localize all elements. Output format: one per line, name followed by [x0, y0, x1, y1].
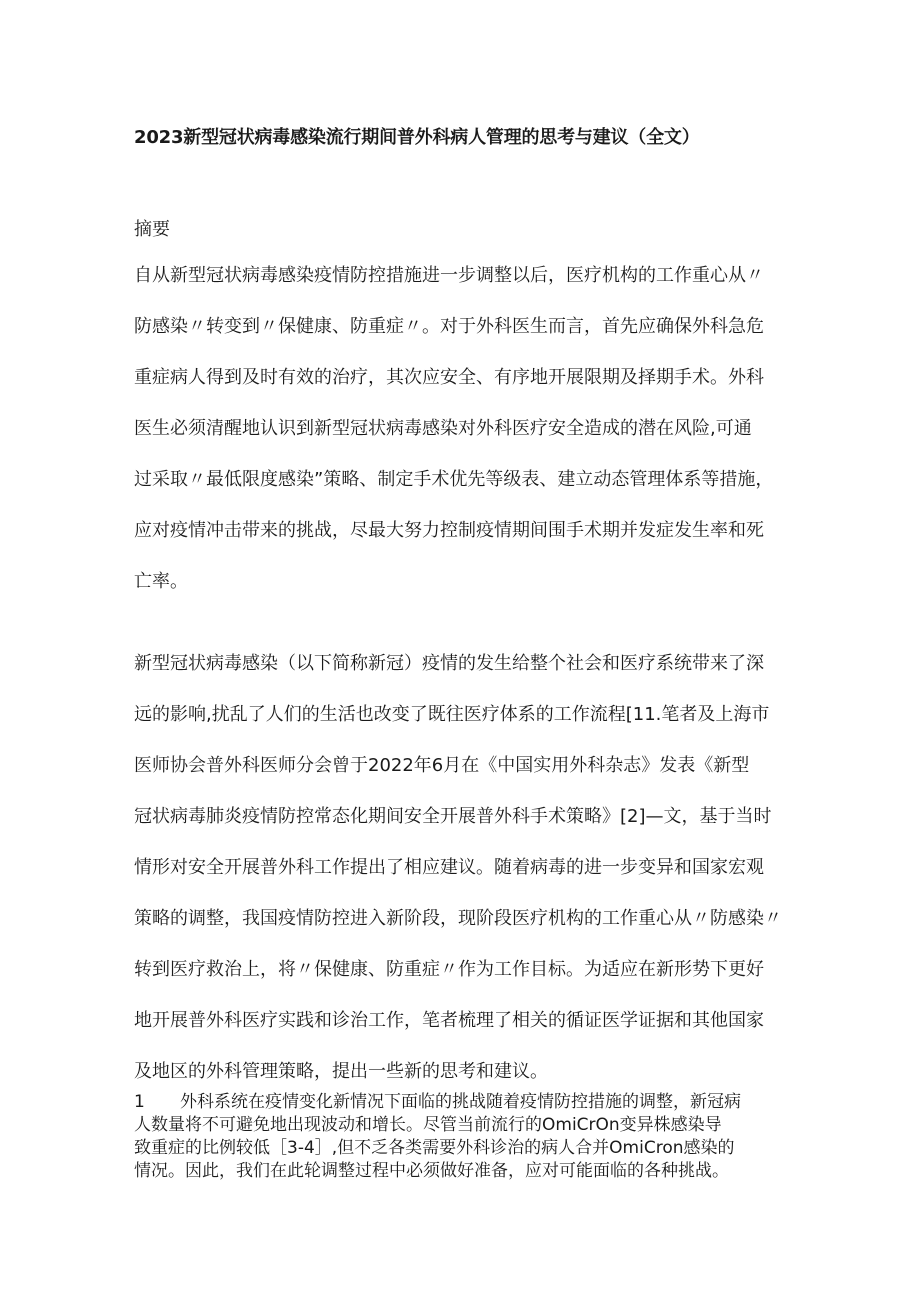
section-1-first-line: [134, 1091, 796, 1114]
intro-line: 策略的调整，我国疫情防控进入新阶段，现阶段医疗机构的工作重心从〃防感染〃: [134, 908, 782, 929]
section-number: 1: [134, 1092, 145, 1112]
intro-line: 冠状病毒肺炎疫情防控常态化期间安全开展普外科手术策略》[2]—文，基于当时: [134, 806, 772, 827]
section-1: [134, 1091, 796, 1183]
intro-paragraph: [134, 650, 794, 1109]
abstract-line: 亡率。: [134, 571, 188, 592]
abstract-heading: 摘要: [134, 219, 170, 240]
section-line: 情况。因此，我们在此轮调整过程中必须做好准备，应对可能面临的各种挑战。: [134, 1161, 729, 1181]
intro-line: 转到医疗救治上，将〃保健康、防重症〃作为工作目标。为适应在新形势下更好: [134, 959, 764, 980]
abstract-line: 防感染〃转变到〃保健康、防重症〃。对于外科医生而言，首先应确保外科急危: [134, 316, 764, 337]
section-line: 致重症的比例较低［3-4］,但不乏各类需要外科诊治的病人合并OmiCron感染的: [134, 1138, 735, 1158]
section-line: 外科系统在疫情变化新情况下面临的挑战随着疫情防控措施的调整，新冠病: [180, 1092, 741, 1112]
intro-line: 及地区的外科管理策略，提出一些新的思考和建议。: [134, 1061, 548, 1082]
intro-line: 医师协会普外科医师分会曾于2022年6月在《中国实用外科杂志》发表《新型: [134, 755, 750, 776]
abstract-line: 医生必须清醒地认识到新型冠状病毒感染对外科医疗安全造成的潜在风险,可通: [134, 418, 752, 439]
intro-line: 情形对安全开展普外科工作提出了相应建议。随着病毒的进一步变异和国家宏观: [134, 857, 764, 878]
intro-line: 地开展普外科医疗实践和诊治工作，笔者梳理了相关的循证医学证据和其他国家: [134, 1010, 764, 1031]
intro-line: 新型冠状病毒感染（以下简称新冠）疫情的发生给整个社会和医疗系统带来了深: [134, 653, 764, 674]
intro-line: 远的影响,扰乱了人们的生活也改变了既往医疗体系的工作流程[11.笔者及上海市: [134, 704, 770, 725]
abstract-paragraph: [134, 262, 794, 619]
section-line: 人数量将不可避免地出现波动和增长。尽管当前流行的OmiCrOn变异株感染导: [134, 1115, 722, 1135]
abstract-line: 过采取〃最低限度感染”策略、制定手术优先等级表、建立动态管理体系等措施，: [134, 469, 774, 490]
document-title: 2023新型冠状病毒感染流行期间普外科病人管理的思考与建议（全文）: [134, 127, 700, 148]
abstract-line: 重症病人得到及时有效的治疗，其次应安全、有序地开展限期及择期手术。外科: [134, 367, 764, 388]
abstract-line: 应对疫情冲击带来的挑战，尽最大努力控制疫情期间围手术期并发症发生率和死: [134, 520, 764, 541]
abstract-line: 自从新型冠状病毒感染疫情防控措施进一步调整以后，医疗机构的工作重心从〃: [134, 265, 764, 286]
